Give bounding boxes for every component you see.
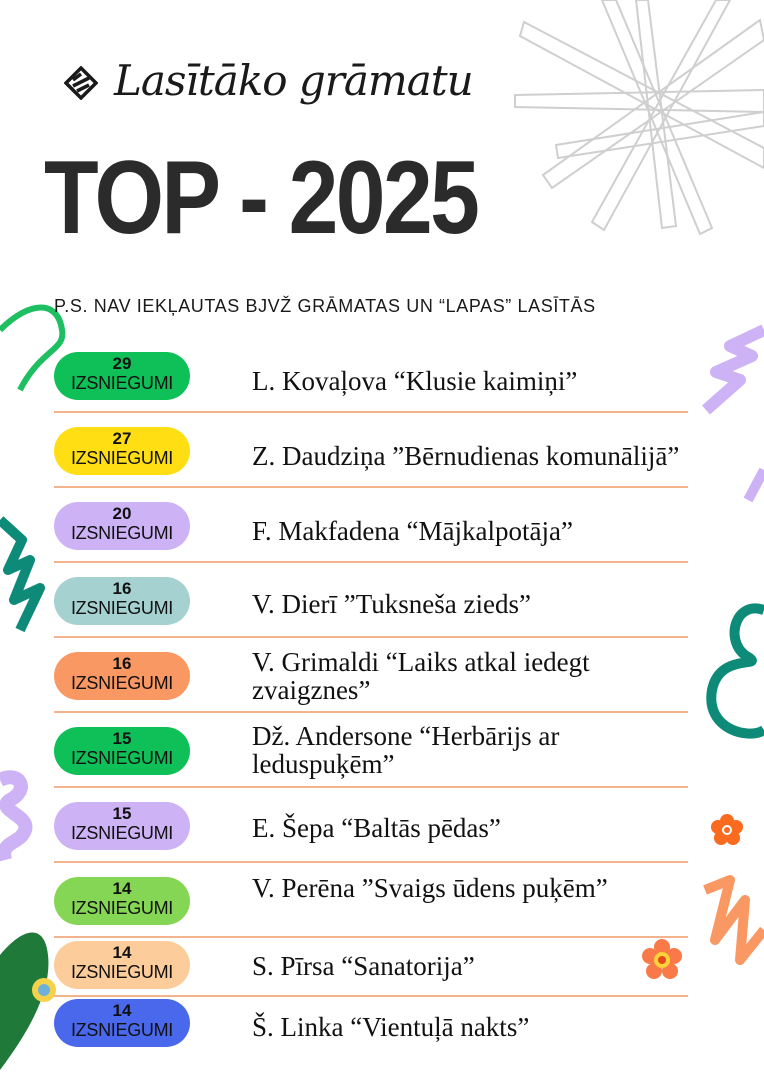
loan-label: IZSNIEGUMI [70, 823, 173, 843]
page-title: TOP - 2025 [44, 140, 478, 256]
list-item [0, 502, 764, 562]
loan-label: IZSNIEGUMI [70, 448, 173, 468]
book-title: L. Kovaļova “Klusie kaimiņi” [252, 366, 578, 396]
loan-count: 16 [112, 579, 132, 598]
book-title: V. Dierī ”Tuksneša zieds” [252, 589, 531, 619]
loan-label: IZSNIEGUMI [70, 673, 173, 693]
row-divider [54, 411, 688, 413]
row-divider [54, 486, 688, 488]
loan-count-badge [54, 877, 190, 925]
list-item [0, 721, 764, 787]
script-title: Lasītāko grāmatu [114, 56, 473, 105]
loan-count: 14 [112, 879, 132, 898]
book-title: V. Perēna ”Svaigs ūdens puķēm” [252, 873, 608, 903]
row-divider [54, 786, 688, 788]
loan-count: 29 [112, 354, 132, 373]
row-divider [54, 561, 688, 563]
row-divider [54, 995, 688, 997]
row-divider [54, 711, 688, 713]
row-divider [54, 861, 688, 863]
list-item [0, 577, 764, 637]
list-item [0, 352, 764, 412]
row-divider [54, 936, 688, 938]
book-title: Š. Linka “Vientuļā nakts” [252, 1012, 530, 1042]
loan-count: 14 [112, 1001, 132, 1020]
list-item [0, 873, 764, 937]
book-title: Z. Daudziņa ”Bērnudienas komunālijā” [252, 441, 680, 471]
disclaimer-note: P.S. NAV IEKĻAUTAS BJVŽ GRĀMATAS UN “LAPAS” LASĪTĀS [54, 296, 596, 316]
loan-label: IZSNIEGUMI [70, 898, 173, 918]
loan-label: IZSNIEGUMI [70, 962, 173, 982]
book-title: V. Grimaldi “Laiks atkal iedegt zvaigznes” [252, 647, 590, 705]
loan-count-badge [54, 577, 190, 625]
book-title: F. Makfadena “Mājkalpotāja” [252, 516, 573, 546]
list-item [0, 999, 764, 1059]
loan-count: 20 [112, 504, 132, 523]
loan-count: 16 [112, 654, 132, 673]
loan-label: IZSNIEGUMI [70, 598, 173, 618]
loan-count-badge [54, 427, 190, 475]
list-item [0, 802, 764, 862]
row-divider [54, 636, 688, 638]
loan-count-badge [54, 802, 190, 850]
loan-count-badge [54, 941, 190, 989]
loan-count-badge [54, 999, 190, 1047]
book-title: Dž. Andersone “Herbārijs ar leduspuķēm” [252, 721, 560, 779]
loan-count: 15 [112, 729, 132, 748]
loan-count: 27 [112, 429, 132, 448]
list-item [0, 941, 764, 1001]
loan-count: 14 [112, 943, 132, 962]
loan-label: IZSNIEGUMI [70, 373, 173, 393]
loan-count-badge [54, 652, 190, 700]
book-title: E. Šepa “Baltās pēdas” [252, 813, 501, 843]
loan-count-badge [54, 352, 190, 400]
list-item [0, 427, 764, 487]
loan-count: 15 [112, 804, 132, 823]
list-item [0, 647, 764, 712]
loan-label: IZSNIEGUMI [70, 1020, 173, 1040]
loan-count-badge [54, 727, 190, 775]
loan-label: IZSNIEGUMI [70, 523, 173, 543]
loan-label: IZSNIEGUMI [70, 748, 173, 768]
loan-count-badge [54, 502, 190, 550]
book-title: S. Pīrsa “Sanatorija” [252, 951, 475, 981]
